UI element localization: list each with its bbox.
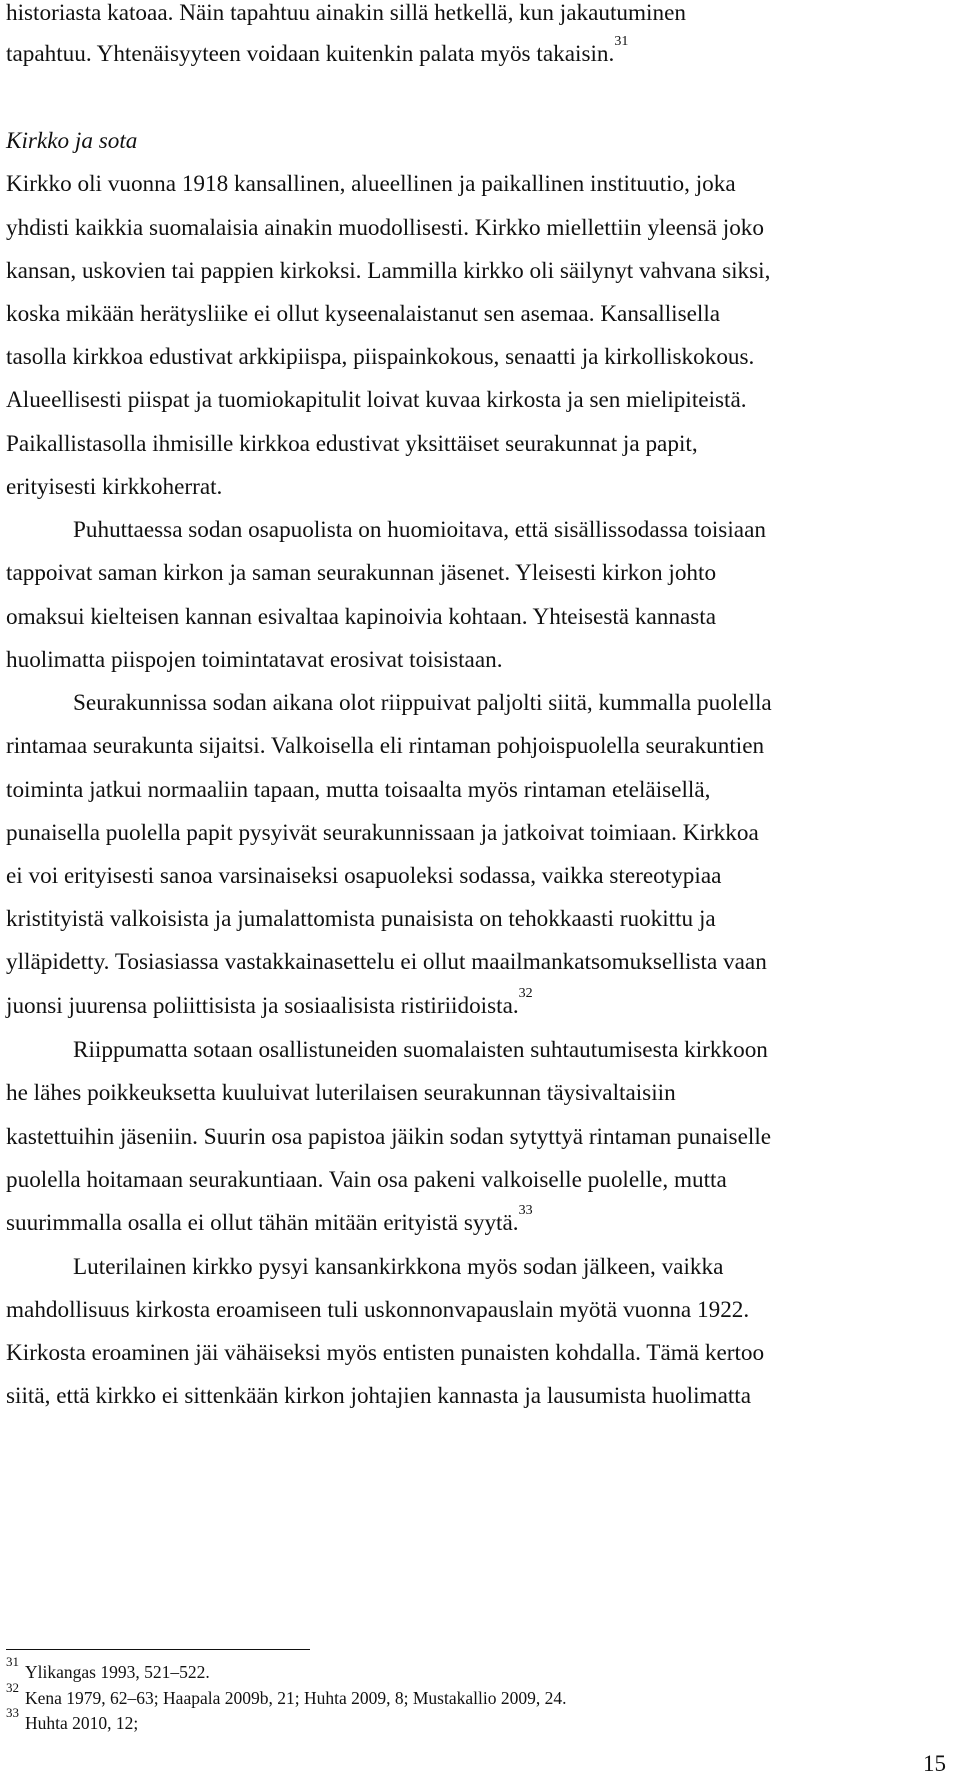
footnote-ref: 32 xyxy=(518,986,533,1001)
text-line: siitä, että kirkko ei sittenkään kirkon johtajien kannasta ja lausumista huolimatta xyxy=(6,1383,752,1409)
text-line: tapahtuu. Yhtenäisyyteen voidaan kuitenkin palata myös takaisin.$^{31}$ xyxy=(6,34,629,67)
text-line: juonsi juurensa poliittisista ja sosiaalisista ristiriidoista.$^{32}$ xyxy=(6,986,533,1019)
text-line: mahdollisuus kirkosta eroamiseen tuli uskonnonvapauslain myötä vuonna 1922. xyxy=(6,1297,750,1323)
text-line: Paikallistasolla ihmisille kirkkoa edustivat yksittäiset seurakunnat ja papit, xyxy=(6,431,698,457)
footnote: $^{32}$Kena 1979, 62–63; Haapala 2009b, 21; Huhta 2009, 8; Mustakallio 2009, 24. xyxy=(6,1680,567,1708)
page-number: 15 xyxy=(923,1751,946,1776)
footnote: $^{33}$Huhta 2010, 12; xyxy=(6,1705,139,1733)
footnote-number: 31 xyxy=(6,1654,19,1669)
text-line: he lähes poikkeuksetta kuuluivat luterilaisen seurakunnan täysivaltaisiin xyxy=(6,1080,676,1106)
text-line: Riippumatta sotaan osallistuneiden suomalaisten suhtautumisesta kirkkoon xyxy=(73,1037,768,1063)
footnote-ref: 33 xyxy=(518,1203,533,1218)
text-line: historiasta katoaa. Näin tapahtuu ainakin sillä hetkellä, kun jakautuminen xyxy=(6,0,686,26)
text-line: rintamaa seurakunta sijaitsi. Valkoisella eli rintaman pohjoispuolella seurakuntien xyxy=(6,733,765,759)
text-line: huolimatta piispojen toimintatavat erosivat toisistaan. xyxy=(6,647,503,673)
text-line: kansan, uskovien tai pappien kirkoksi. Lammilla kirkko oli säilynyt vahvana siksi, xyxy=(6,258,771,284)
text-line: tasolla kirkkoa edustivat arkkipiispa, piispainkokous, senaatti ja kirkolliskokous. xyxy=(6,344,755,370)
text-line: puolella hoitamaan seurakuntiaan. Vain osa pakeni valkoiselle puolelle, mutta xyxy=(6,1167,727,1193)
text-line: kristityistä valkoisista ja jumalattomista punaisista on tehokkaasti ruokittu ja xyxy=(6,906,716,932)
text-line: ei voi erityisesti sanoa varsinaiseksi osapuoleksi sodassa, vaikka stereotypiaa xyxy=(6,863,722,889)
text-line: punaisella puolella papit pysyivät seurakunnissaan ja jatkoivat toimiaan. Kirkkoa xyxy=(6,820,759,846)
text-line: Luterilainen kirkko pysyi kansankirkkona myös sodan jälkeen, vaikka xyxy=(73,1254,724,1280)
text-line: Puhuttaessa sodan osapuolista on huomioitava, että sisällissodassa toisiaan xyxy=(73,517,766,543)
footnote-number: 33 xyxy=(6,1705,19,1720)
text-line: koska mikään herätysliike ei ollut kyseenalaistanut sen asemaa. Kansallisella xyxy=(6,301,721,327)
footnote-number: 32 xyxy=(6,1680,19,1695)
text-line: ylläpidetty. Tosiasiassa vastakkainasettelu ei ollut maailmankatsomuksellista vaan xyxy=(6,949,767,975)
text-line: Kirkosta eroaminen jäi vähäiseksi myös entisten punaisten kohdalla. Tämä kertoo xyxy=(6,1340,765,1366)
text-line: kastettuihin jäseniin. Suurin osa papistoa jäikin sodan sytyttyä rintaman punaiselle xyxy=(6,1124,772,1150)
section-heading: Kirkko ja sota xyxy=(6,128,138,154)
text-line: toiminta jatkui normaaliin tapaan, mutta toisaalta myös rintaman eteläisellä, xyxy=(6,777,711,803)
text-line: omaksui kielteisen kannan esivaltaa kapinoivia kohtaan. Yhteisestä kannasta xyxy=(6,604,717,630)
text-line: Alueellisesti piispat ja tuomiokapitulit loivat kuvaa kirkosta ja sen mielipiteistä. xyxy=(6,387,747,413)
footnote-separator xyxy=(6,1649,310,1650)
text-line: tappoivat saman kirkon ja saman seurakunnan jäsenet. Yleisesti kirkon johto xyxy=(6,560,717,586)
text-line: Kirkko oli vuonna 1918 kansallinen, alueellinen ja paikallinen instituutio, joka xyxy=(6,171,736,197)
text-line: yhdisti kaikkia suomalaisia ainakin muodollisesti. Kirkko miellettiin yleensä joko xyxy=(6,215,764,241)
text-line: suurimmalla osalla ei ollut tähän mitään erityistä syytä.$^{33}$ xyxy=(6,1203,533,1236)
footnote-ref: 31 xyxy=(614,34,629,49)
text-line: erityisesti kirkkoherrat. xyxy=(6,474,223,500)
footnote: $^{31}$Ylikangas 1993, 521–522. xyxy=(6,1654,210,1682)
text-line: Seurakunnissa sodan aikana olot riippuivat paljolti siitä, kummalla puolella xyxy=(73,690,772,716)
